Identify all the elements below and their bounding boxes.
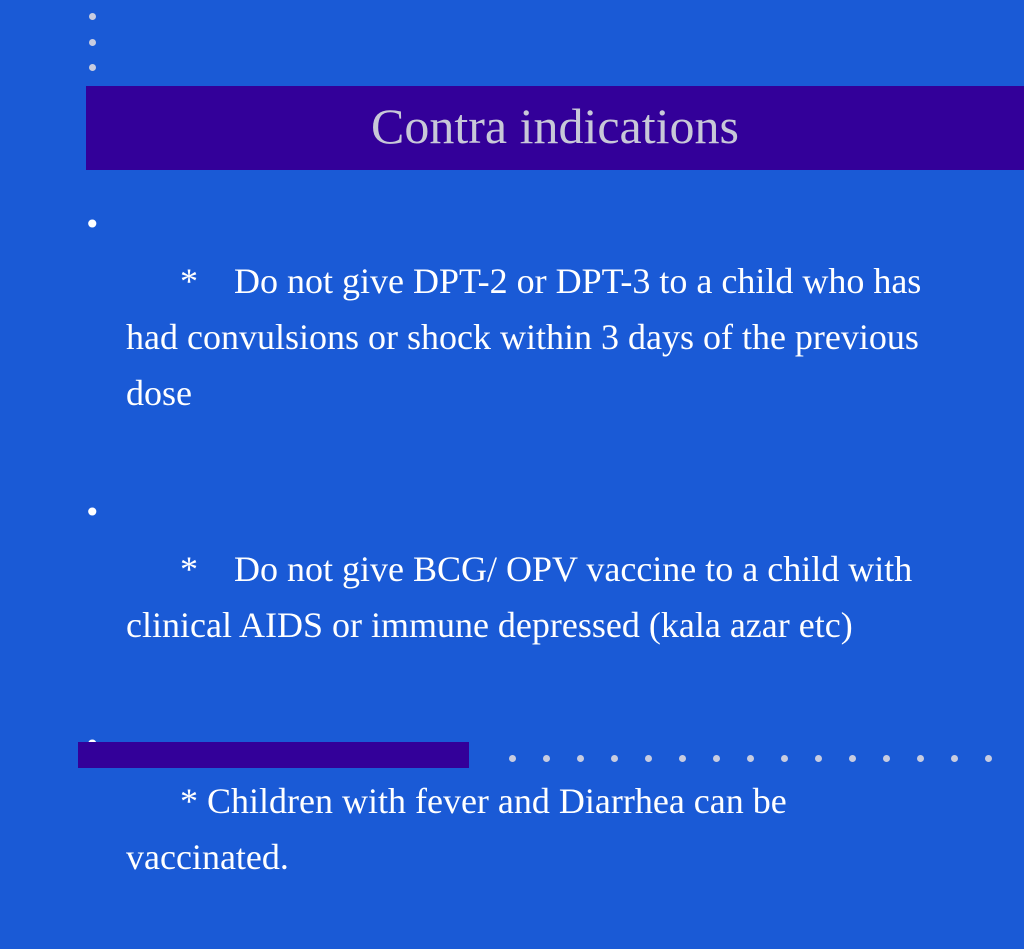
decorative-dot [713, 755, 720, 762]
decorative-dot [985, 755, 992, 762]
title-bar [86, 86, 1024, 170]
decorative-dot [849, 755, 856, 762]
slide-title: Contra indications [371, 98, 739, 154]
decorative-dot [509, 755, 516, 762]
decorative-dot [951, 755, 958, 762]
bullet-text: * Do not give DPT-2 or DPT-3 to a child who has had convulsions or shock within 3 days of the previous dose [126, 261, 931, 413]
footer-bar [78, 742, 469, 768]
decorative-dot [89, 13, 96, 20]
bullet-text: * Do not give BCG/ OPV vaccine to a child with clinical AIDS or immune depressed (kala azar etc) [126, 549, 922, 645]
bullet-item [84, 197, 931, 477]
decorative-dot [883, 755, 890, 762]
decorative-dot [679, 755, 686, 762]
bullet-item [84, 485, 924, 709]
decorative-dot [747, 755, 754, 762]
bullet-icon: • [84, 496, 101, 529]
decorative-dot [89, 64, 96, 71]
decorative-dot [815, 755, 822, 762]
decorative-dot [577, 755, 584, 762]
decorative-dot [89, 39, 96, 46]
decorative-dot [781, 755, 788, 762]
decorative-dot [543, 755, 550, 762]
bullet-icon: • [84, 208, 101, 241]
decorative-dot [645, 755, 652, 762]
decorative-dot [611, 755, 618, 762]
bullet-list [84, 197, 931, 949]
bullet-text: * Children with fever and Diarrhea can be vaccinated. [126, 781, 796, 877]
decorative-dot [917, 755, 924, 762]
